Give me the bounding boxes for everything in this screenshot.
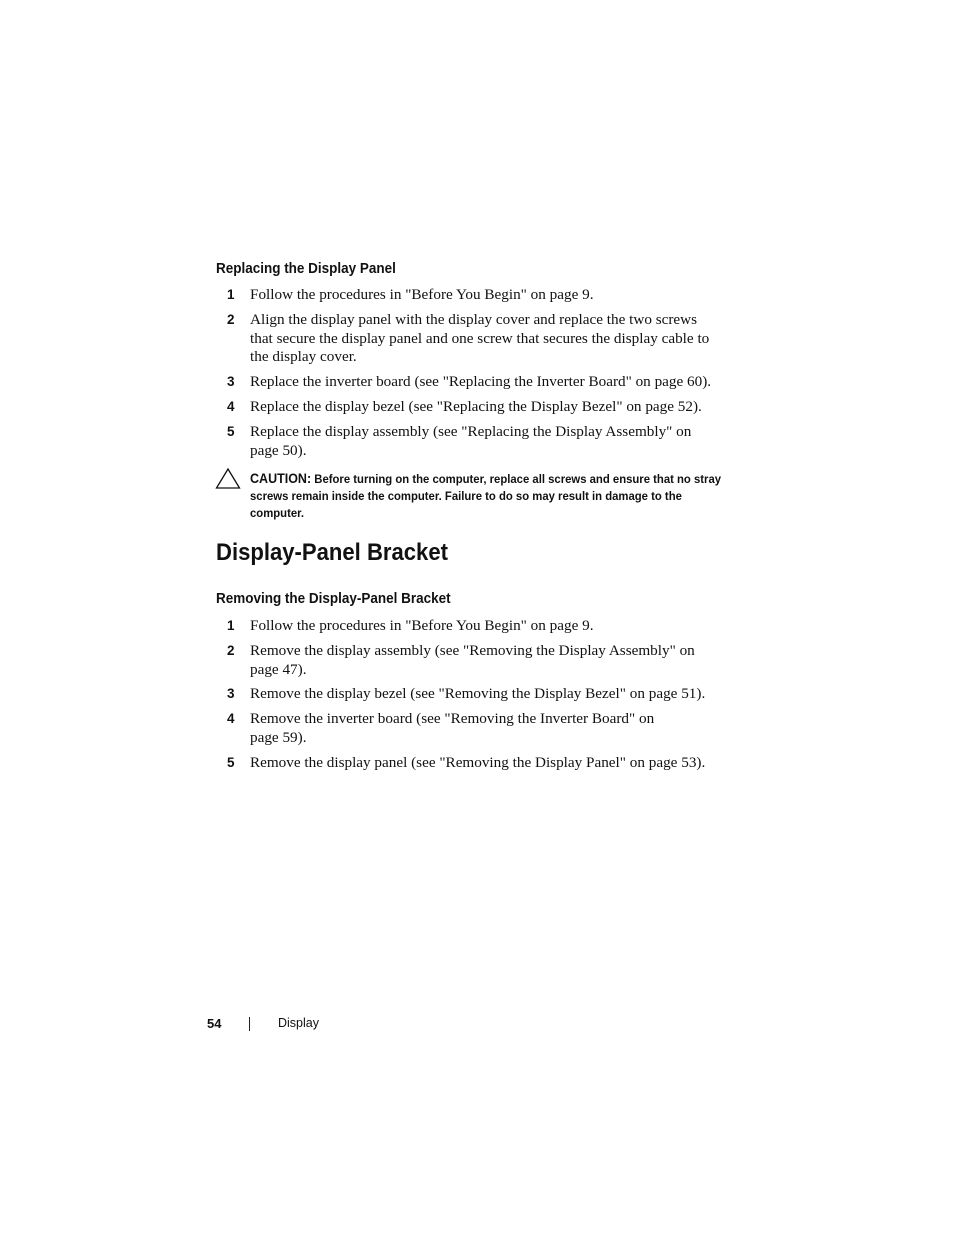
step-number: 3 [227,374,235,389]
step-number: 3 [227,686,235,701]
footer-divider [249,1017,250,1031]
step-text: Align the display panel with the display cover and replace the two screws that secure the display panel and one screw that secures the display cable to the display cover. [250,311,710,366]
step-text: Remove the display panel (see "Removing the Display Panel" on page 53). [250,754,706,771]
step-number: 4 [227,399,235,414]
caution-label: CAUTION: [250,471,312,486]
step-text: Follow the procedures in "Before You Begin" on page 9. [250,617,594,634]
step-text: Replace the display assembly (see "Replacing the Display Assembly" on page 50). [250,423,692,459]
step-text: Remove the inverter board (see "Removing the Inverter Board" on page 59). [250,710,655,746]
step-number: 5 [227,755,235,770]
footer-section-label: Display [278,1016,319,1030]
step-text: Remove the display assembly (see "Removing the Display Assembly" on page 47). [250,642,695,678]
page-number: 54 [207,1016,222,1031]
section-heading-replacing-display-panel: Replacing the Display Panel [216,261,396,277]
step-number: 1 [227,618,235,633]
step-text: Remove the display bezel (see "Removing the Display Bezel" on page 51). [250,685,706,702]
step-number: 5 [227,424,235,439]
page-title: Display-Panel Bracket [216,539,448,566]
step-number: 2 [227,312,235,327]
section-heading-removing-display-panel-bracket: Removing the Display-Panel Bracket [216,591,451,607]
step-text: Replace the display bezel (see "Replacing the Display Bezel" on page 52). [250,398,702,415]
step-number: 4 [227,711,235,726]
step-text: Replace the inverter board (see "Replacing the Inverter Board" on page 60). [250,373,712,390]
step-text: Follow the procedures in "Before You Begin" on page 9. [250,286,594,303]
caution-triangle-icon [215,467,241,490]
step-number: 1 [227,287,235,302]
caution-notice [250,470,728,522]
caution-text: Before turning on the computer, replace all screws and ensure that no stray screws remain inside the computer. Failure to do so may result in damage to the computer. [250,472,722,520]
step-number: 2 [227,643,235,658]
